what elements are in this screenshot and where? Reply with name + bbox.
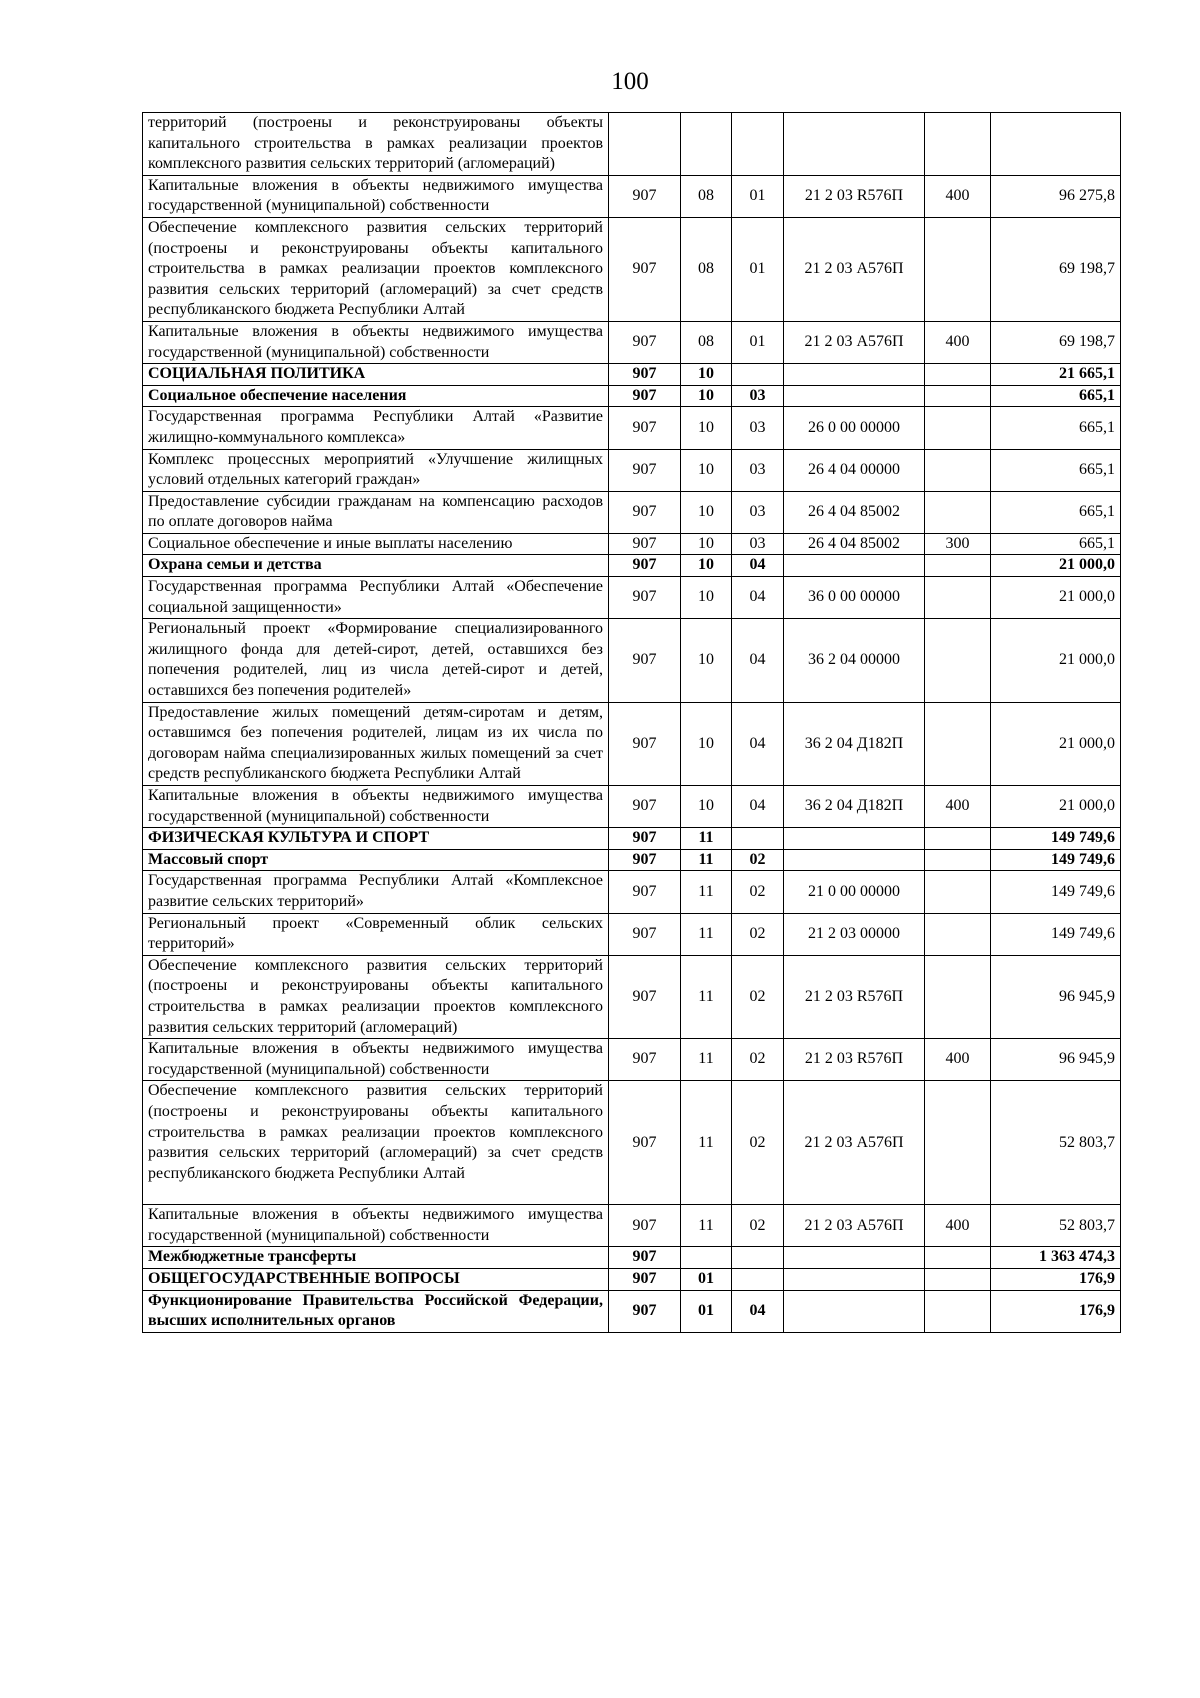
- row-target-article-cell: 21 2 03 R576П: [784, 175, 925, 217]
- table-row: [143, 1205, 1121, 1247]
- table-row: [143, 113, 1121, 176]
- row-grbs-cell: 907: [609, 702, 681, 785]
- row-amount-cell: 1 363 474,3: [991, 1247, 1121, 1269]
- row-section-cell: 10: [681, 786, 732, 828]
- row-expense-type-cell: [925, 702, 991, 785]
- row-expense-type-cell: [925, 407, 991, 449]
- row-grbs-cell: 907: [609, 407, 681, 449]
- row-amount-cell: 69 198,7: [991, 321, 1121, 363]
- row-name-cell: ОБЩЕГОСУДАРСТВЕННЫЕ ВОПРОСЫ: [143, 1269, 609, 1291]
- row-grbs-cell: 907: [609, 1247, 681, 1269]
- row-name-cell: Капитальные вложения в объекты недвижимого имущества государственной (муниципальной) собственности: [143, 175, 609, 217]
- row-amount-cell: 665,1: [991, 491, 1121, 533]
- table-row: [143, 955, 1121, 1038]
- row-name-cell: Капитальные вложения в объекты недвижимого имущества государственной (муниципальной) собственности: [143, 1039, 609, 1081]
- row-name-cell: Капитальные вложения в объекты недвижимого имущества государственной (муниципальной) собственности: [143, 321, 609, 363]
- row-subsection-cell: [732, 828, 784, 850]
- row-grbs-cell: 907: [609, 1081, 681, 1205]
- row-subsection-cell: 04: [732, 555, 784, 577]
- row-target-article-cell: [784, 849, 925, 871]
- row-expense-type-cell: [925, 619, 991, 702]
- row-amount-cell: 665,1: [991, 533, 1121, 555]
- row-amount-cell: 21 000,0: [991, 555, 1121, 577]
- table-row: [143, 828, 1121, 850]
- row-amount-cell: [991, 113, 1121, 176]
- row-grbs-cell: 907: [609, 533, 681, 555]
- table-row: [143, 175, 1121, 217]
- row-name-cell: ФИЗИЧЕСКАЯ КУЛЬТУРА И СПОРТ: [143, 828, 609, 850]
- row-amount-cell: 149 749,6: [991, 913, 1121, 955]
- row-subsection-cell: 02: [732, 1205, 784, 1247]
- table-row: [143, 702, 1121, 785]
- row-target-article-cell: 21 2 03 R576П: [784, 1039, 925, 1081]
- row-grbs-cell: 907: [609, 555, 681, 577]
- row-name-cell: Социальное обеспечение и иные выплаты населению: [143, 533, 609, 555]
- row-target-article-cell: [784, 364, 925, 386]
- row-section-cell: 10: [681, 364, 732, 386]
- table-row: [143, 1269, 1121, 1291]
- row-grbs-cell: 907: [609, 828, 681, 850]
- row-section-cell: 01: [681, 1269, 732, 1291]
- row-target-article-cell: 36 2 04 Д182П: [784, 786, 925, 828]
- row-expense-type-cell: 300: [925, 533, 991, 555]
- row-target-article-cell: 36 0 00 00000: [784, 577, 925, 619]
- row-subsection-cell: 01: [732, 175, 784, 217]
- table-row: [143, 555, 1121, 577]
- row-expense-type-cell: [925, 1247, 991, 1269]
- row-grbs-cell: 907: [609, 913, 681, 955]
- row-expense-type-cell: [925, 828, 991, 850]
- row-section-cell: 10: [681, 533, 732, 555]
- table-row: [143, 849, 1121, 871]
- row-subsection-cell: 02: [732, 955, 784, 1038]
- table-row: [143, 1081, 1121, 1205]
- row-subsection-cell: [732, 1269, 784, 1291]
- row-name-cell: Государственная программа Республики Алтай «Комплексное развитие сельских территорий»: [143, 871, 609, 913]
- row-expense-type-cell: [925, 113, 991, 176]
- row-section-cell: [681, 1247, 732, 1269]
- row-target-article-cell: 21 0 00 00000: [784, 871, 925, 913]
- row-target-article-cell: [784, 1269, 925, 1291]
- row-amount-cell: 665,1: [991, 385, 1121, 407]
- row-section-cell: 11: [681, 1039, 732, 1081]
- budget-table-body: [143, 113, 1121, 1333]
- row-amount-cell: 176,9: [991, 1269, 1121, 1291]
- table-row: [143, 577, 1121, 619]
- row-amount-cell: 52 803,7: [991, 1205, 1121, 1247]
- row-subsection-cell: 04: [732, 619, 784, 702]
- table-row: [143, 871, 1121, 913]
- row-subsection-cell: 02: [732, 1081, 784, 1205]
- row-amount-cell: 665,1: [991, 407, 1121, 449]
- row-name-cell: Обеспечение комплексного развития сельских территорий (построены и реконструированы объекты капитального строительства в рамках реализации проектов комплексного развития сельских территорий (агломераций): [143, 955, 609, 1038]
- row-expense-type-cell: 400: [925, 1039, 991, 1081]
- row-section-cell: 10: [681, 555, 732, 577]
- row-target-article-cell: [784, 1290, 925, 1332]
- row-section-cell: [681, 113, 732, 176]
- row-grbs-cell: 907: [609, 449, 681, 491]
- row-target-article-cell: 36 2 04 Д182П: [784, 702, 925, 785]
- row-name-cell: Государственная программа Республики Алтай «Развитие жилищно-коммунального комплекса»: [143, 407, 609, 449]
- row-section-cell: 11: [681, 871, 732, 913]
- row-target-article-cell: 26 4 04 00000: [784, 449, 925, 491]
- row-target-article-cell: 21 2 03 00000: [784, 913, 925, 955]
- row-section-cell: 10: [681, 619, 732, 702]
- row-section-cell: 10: [681, 702, 732, 785]
- row-amount-cell: 96 275,8: [991, 175, 1121, 217]
- row-expense-type-cell: 400: [925, 1205, 991, 1247]
- row-target-article-cell: 21 2 03 R576П: [784, 955, 925, 1038]
- table-row: [143, 533, 1121, 555]
- row-grbs-cell: 907: [609, 491, 681, 533]
- row-grbs-cell: 907: [609, 1290, 681, 1332]
- row-subsection-cell: 03: [732, 491, 784, 533]
- row-name-cell: Межбюджетные трансферты: [143, 1247, 609, 1269]
- table-row: [143, 786, 1121, 828]
- row-subsection-cell: [732, 1247, 784, 1269]
- row-amount-cell: 149 749,6: [991, 871, 1121, 913]
- row-expense-type-cell: [925, 1269, 991, 1291]
- row-section-cell: 11: [681, 828, 732, 850]
- table-row: [143, 385, 1121, 407]
- row-target-article-cell: [784, 828, 925, 850]
- row-expense-type-cell: [925, 1081, 991, 1205]
- row-section-cell: 08: [681, 217, 732, 321]
- row-target-article-cell: [784, 1247, 925, 1269]
- row-amount-cell: 21 000,0: [991, 619, 1121, 702]
- row-name-cell: Обеспечение комплексного развития сельских территорий (построены и реконструированы объекты капитального строительства в рамках реализации проектов комплексного развития сельских территорий (агломераций) за счет средств республиканского бюджета Республики Алтай: [143, 217, 609, 321]
- row-target-article-cell: [784, 113, 925, 176]
- table-row: [143, 217, 1121, 321]
- row-amount-cell: 96 945,9: [991, 1039, 1121, 1081]
- table-row: [143, 913, 1121, 955]
- row-section-cell: 08: [681, 175, 732, 217]
- row-expense-type-cell: 400: [925, 786, 991, 828]
- row-amount-cell: 21 000,0: [991, 786, 1121, 828]
- row-expense-type-cell: 400: [925, 175, 991, 217]
- row-expense-type-cell: [925, 217, 991, 321]
- row-subsection-cell: [732, 113, 784, 176]
- row-expense-type-cell: 400: [925, 321, 991, 363]
- row-name-cell: Капитальные вложения в объекты недвижимого имущества государственной (муниципальной) собственности: [143, 786, 609, 828]
- row-subsection-cell: 03: [732, 449, 784, 491]
- row-section-cell: 10: [681, 577, 732, 619]
- row-subsection-cell: 04: [732, 1290, 784, 1332]
- row-grbs-cell: 907: [609, 1039, 681, 1081]
- row-grbs-cell: 907: [609, 619, 681, 702]
- row-subsection-cell: 01: [732, 217, 784, 321]
- page-number: 100: [611, 68, 649, 95]
- row-subsection-cell: 03: [732, 385, 784, 407]
- row-section-cell: 11: [681, 955, 732, 1038]
- row-name-cell: Функционирование Правительства Российской Федерации, высших исполнительных органов: [143, 1290, 609, 1332]
- row-subsection-cell: [732, 364, 784, 386]
- row-grbs-cell: 907: [609, 955, 681, 1038]
- row-target-article-cell: 36 2 04 00000: [784, 619, 925, 702]
- row-name-cell: СОЦИАЛЬНАЯ ПОЛИТИКА: [143, 364, 609, 386]
- row-amount-cell: 176,9: [991, 1290, 1121, 1332]
- row-name-cell: Предоставление жилых помещений детям-сиротам и детям, оставшимся без попечения родителей, лицам из их числа по договорам найма специализированных жилых помещений за счет средств республиканского бюджета Республики Алтай: [143, 702, 609, 785]
- row-expense-type-cell: [925, 955, 991, 1038]
- row-amount-cell: 665,1: [991, 449, 1121, 491]
- budget-table: [142, 112, 1121, 1333]
- row-section-cell: 11: [681, 913, 732, 955]
- row-name-cell: Обеспечение комплексного развития сельских территорий (построены и реконструированы объекты капитального строительства в рамках реализации проектов комплексного развития сельских территорий (агломераций) за счет средств республиканского бюджета Республики Алтай: [143, 1081, 609, 1205]
- row-grbs-cell: 907: [609, 849, 681, 871]
- row-amount-cell: 96 945,9: [991, 955, 1121, 1038]
- row-grbs-cell: 907: [609, 385, 681, 407]
- table-row: [143, 1247, 1121, 1269]
- row-target-article-cell: 26 0 00 00000: [784, 407, 925, 449]
- row-grbs-cell: [609, 113, 681, 176]
- table-row: [143, 1290, 1121, 1332]
- row-grbs-cell: 907: [609, 1205, 681, 1247]
- row-name-cell: Массовый спорт: [143, 849, 609, 871]
- row-expense-type-cell: [925, 449, 991, 491]
- row-target-article-cell: 21 2 03 А576П: [784, 321, 925, 363]
- row-amount-cell: 21 000,0: [991, 702, 1121, 785]
- row-amount-cell: 149 749,6: [991, 828, 1121, 850]
- row-subsection-cell: 04: [732, 786, 784, 828]
- table-row: [143, 364, 1121, 386]
- row-expense-type-cell: [925, 1290, 991, 1332]
- row-subsection-cell: 03: [732, 533, 784, 555]
- row-grbs-cell: 907: [609, 1269, 681, 1291]
- row-name-cell: Предоставление субсидии гражданам на компенсацию расходов по оплате договоров найма: [143, 491, 609, 533]
- table-row: [143, 491, 1121, 533]
- row-name-cell: Государственная программа Республики Алтай «Обеспечение социальной защищенности»: [143, 577, 609, 619]
- row-amount-cell: 149 749,6: [991, 849, 1121, 871]
- row-name-cell: Региональный проект «Современный облик сельских территорий»: [143, 913, 609, 955]
- row-target-article-cell: 21 2 03 А576П: [784, 217, 925, 321]
- row-amount-cell: 21 665,1: [991, 364, 1121, 386]
- row-expense-type-cell: [925, 385, 991, 407]
- row-expense-type-cell: [925, 913, 991, 955]
- row-section-cell: 10: [681, 407, 732, 449]
- row-target-article-cell: [784, 555, 925, 577]
- table-row: [143, 449, 1121, 491]
- row-subsection-cell: 04: [732, 577, 784, 619]
- row-name-cell: территорий (построены и реконструированы объекты капитального строительства в рамках реализации проектов комплексного развития сельских территорий (агломераций): [143, 113, 609, 176]
- row-target-article-cell: [784, 385, 925, 407]
- row-name-cell: Комплекс процессных мероприятий «Улучшение жилищных условий отдельных категорий граждан»: [143, 449, 609, 491]
- row-section-cell: 10: [681, 385, 732, 407]
- row-subsection-cell: 02: [732, 1039, 784, 1081]
- row-amount-cell: 21 000,0: [991, 577, 1121, 619]
- row-section-cell: 01: [681, 1290, 732, 1332]
- table-row: [143, 1039, 1121, 1081]
- row-expense-type-cell: [925, 577, 991, 619]
- table-row: [143, 407, 1121, 449]
- row-grbs-cell: 907: [609, 321, 681, 363]
- row-grbs-cell: 907: [609, 175, 681, 217]
- row-target-article-cell: 26 4 04 85002: [784, 533, 925, 555]
- row-section-cell: 10: [681, 491, 732, 533]
- row-name-cell: Капитальные вложения в объекты недвижимого имущества государственной (муниципальной) собственности: [143, 1205, 609, 1247]
- row-section-cell: 10: [681, 449, 732, 491]
- row-section-cell: 11: [681, 1205, 732, 1247]
- row-grbs-cell: 907: [609, 577, 681, 619]
- row-amount-cell: 69 198,7: [991, 217, 1121, 321]
- row-expense-type-cell: [925, 491, 991, 533]
- row-expense-type-cell: [925, 849, 991, 871]
- table-row: [143, 321, 1121, 363]
- row-name-cell: Региональный проект «Формирование специализированного жилищного фонда для детей-сирот, детей, оставшихся без попечения родителей, лиц из числа детей-сирот и детей, оставшихся без попечения родителей»: [143, 619, 609, 702]
- row-grbs-cell: 907: [609, 871, 681, 913]
- row-grbs-cell: 907: [609, 364, 681, 386]
- row-subsection-cell: 02: [732, 849, 784, 871]
- row-expense-type-cell: [925, 555, 991, 577]
- row-section-cell: 11: [681, 1081, 732, 1205]
- row-name-cell: Охрана семьи и детства: [143, 555, 609, 577]
- row-section-cell: 08: [681, 321, 732, 363]
- row-target-article-cell: 26 4 04 85002: [784, 491, 925, 533]
- row-name-cell: Социальное обеспечение населения: [143, 385, 609, 407]
- row-grbs-cell: 907: [609, 786, 681, 828]
- row-target-article-cell: 21 2 03 А576П: [784, 1081, 925, 1205]
- row-subsection-cell: 02: [732, 871, 784, 913]
- row-section-cell: 11: [681, 849, 732, 871]
- row-subsection-cell: 04: [732, 702, 784, 785]
- row-subsection-cell: 03: [732, 407, 784, 449]
- row-amount-cell: 52 803,7: [991, 1081, 1121, 1205]
- row-expense-type-cell: [925, 871, 991, 913]
- row-grbs-cell: 907: [609, 217, 681, 321]
- row-expense-type-cell: [925, 364, 991, 386]
- row-target-article-cell: 21 2 03 А576П: [784, 1205, 925, 1247]
- table-row: [143, 619, 1121, 702]
- row-subsection-cell: 01: [732, 321, 784, 363]
- row-subsection-cell: 02: [732, 913, 784, 955]
